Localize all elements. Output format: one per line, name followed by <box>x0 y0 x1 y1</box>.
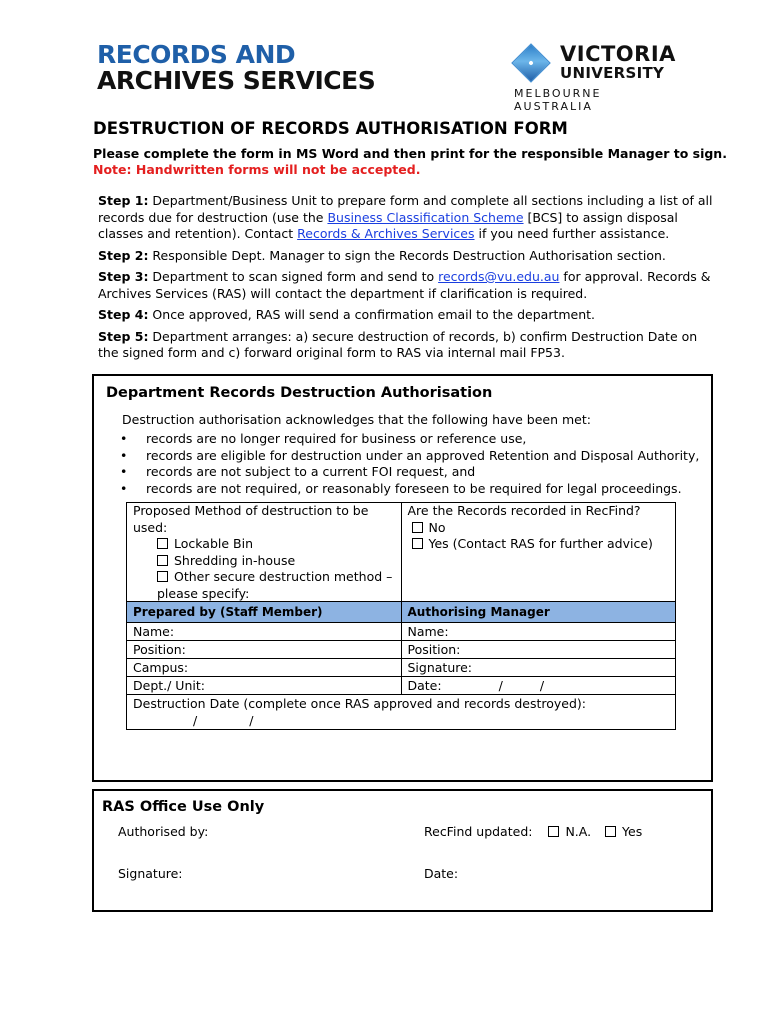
method-option-shredding[interactable]: Shredding in-house <box>133 553 395 570</box>
prepared-by-header: Prepared by (Staff Member) <box>127 602 402 623</box>
step-1-label: Step 1: <box>98 193 149 208</box>
prepared-campus-field[interactable]: Campus: <box>127 659 402 677</box>
recfind-label: Are the Records recorded in RecFind? <box>407 503 641 518</box>
yes-option[interactable]: Yes <box>622 824 643 839</box>
form-title: DESTRUCTION OF RECORDS AUTHORISATION FORM <box>93 119 568 138</box>
prepared-name-field[interactable]: Name: <box>127 623 402 641</box>
ras-link[interactable]: Records & Archives Services <box>297 226 475 241</box>
recfind-option-yes[interactable]: Yes (Contact RAS for further advice) <box>408 536 670 553</box>
table-row <box>127 677 676 695</box>
ras-signature-field[interactable]: Signature: <box>118 866 183 881</box>
prepared-unit-field[interactable]: Dept./ Unit: <box>127 677 402 695</box>
checkbox-icon[interactable] <box>157 538 168 549</box>
checkbox-icon[interactable] <box>157 555 168 566</box>
step-4: Step 4: Once approved, RAS will send a confirmation email to the department. <box>98 307 596 322</box>
step-5: Step 5: Department arranges: a) secure destruction of records, b) confirm Destruction Date on the signed form and c) forward original form to RAS via internal mail FP53. <box>98 328 698 360</box>
step-5-label: Step 5: <box>98 328 149 344</box>
recfind-cell <box>401 503 676 603</box>
recfind-option-no[interactable]: No <box>408 520 670 537</box>
ras-office-section <box>92 789 713 912</box>
form-instruction: Please complete the form in MS Word and then print for the responsible Manager to sign. <box>93 146 727 161</box>
conditions-list <box>116 431 699 497</box>
dept-authorisation-section <box>92 374 713 782</box>
logo-name-1: VICTORIA <box>560 42 676 66</box>
signoff-table <box>126 601 676 730</box>
method-cell <box>127 503 402 603</box>
form-note: Note: Handwritten forms will not be accepted. <box>93 162 421 177</box>
recfind-updated-field: RecFind updated: N.A. Yes <box>424 824 643 839</box>
manager-date-field[interactable]: Date: / / <box>401 677 676 695</box>
table-row <box>127 641 676 659</box>
list-item: • records are not subject to a current FOI request, and <box>120 464 476 479</box>
step-4-label: Step 4: <box>98 307 149 322</box>
prepared-position-field[interactable]: Position: <box>127 641 402 659</box>
ras-section-heading: RAS Office Use Only <box>102 799 265 815</box>
manager-signature-field[interactable]: Signature: <box>401 659 676 677</box>
method-option-other[interactable]: Other secure destruction method – <box>133 569 395 586</box>
table-row <box>127 623 676 641</box>
table-row <box>127 695 676 730</box>
list-item: • records are no longer required for business or reference use, <box>120 431 527 446</box>
records-archives-brand <box>97 42 375 94</box>
step-1: Step 1: Department/Business Unit to prepare form and complete all sections including a list of all records due for destruction (use the Business Classification Scheme [BCS] to assign disposal classes and retention). Contact Records & Archives Services if you need further assistance. <box>98 193 713 241</box>
records-email-link[interactable]: records@vu.edu.au <box>438 269 560 284</box>
dept-section-heading: Department Records Destruction Authorisation <box>106 385 493 401</box>
ras-date-field[interactable]: Date: <box>424 866 459 881</box>
checkbox-icon[interactable] <box>157 571 168 582</box>
method-recfind-table <box>126 502 676 603</box>
method-label: Proposed Method of destruction to be used: <box>133 503 369 535</box>
steps-list <box>98 193 718 367</box>
checkbox-icon[interactable] <box>548 826 559 837</box>
checkbox-icon[interactable] <box>412 522 423 533</box>
step-3: Step 3: Department to scan signed form and send to records@vu.edu.au for approval. Records & Archives Services (RAS) will contact the department if clarification is required. <box>98 269 711 301</box>
brand-line-2: ARCHIVES SERVICES <box>97 66 376 95</box>
manager-name-field[interactable]: Name: <box>401 623 676 641</box>
brand-line-1: RECORDS AND <box>97 40 296 69</box>
method-specify-label[interactable]: please specify: <box>157 585 250 601</box>
acknowledge-text: Destruction authorisation acknowledges that the following have been met: <box>122 412 591 427</box>
authorising-manager-header: Authorising Manager <box>401 602 676 623</box>
victoria-university-logo <box>512 42 682 113</box>
step-2: Step 2: Responsible Dept. Manager to sign the Records Destruction Authorisation section. <box>98 247 666 263</box>
logo-name-2: UNIVERSITY <box>560 64 665 82</box>
step-3-label: Step 3: <box>98 269 149 284</box>
checkbox-icon[interactable] <box>605 826 616 837</box>
vu-diamond-icon <box>511 43 551 83</box>
manager-position-field[interactable]: Position: <box>401 641 676 659</box>
na-option[interactable]: N.A. <box>565 824 592 839</box>
list-item: • records are eligible for destruction under an approved Retention and Disposal Authority, <box>120 447 700 463</box>
destruction-date-field[interactable]: Destruction Date (complete once RAS approved and records destroyed): / / <box>127 695 676 730</box>
step-2-label: Step 2: <box>98 247 149 263</box>
bcs-link[interactable]: Business Classification Scheme <box>327 209 524 225</box>
table-row <box>127 659 676 677</box>
list-item: • records are not required, or reasonably foreseen to be required for legal proceedings. <box>120 480 682 496</box>
checkbox-icon[interactable] <box>412 538 423 549</box>
method-option-lockable-bin[interactable]: Lockable Bin <box>133 536 395 553</box>
authorised-by-field[interactable]: Authorised by: <box>118 824 209 839</box>
logo-tagline: MELBOURNE AUSTRALIA <box>514 87 602 113</box>
